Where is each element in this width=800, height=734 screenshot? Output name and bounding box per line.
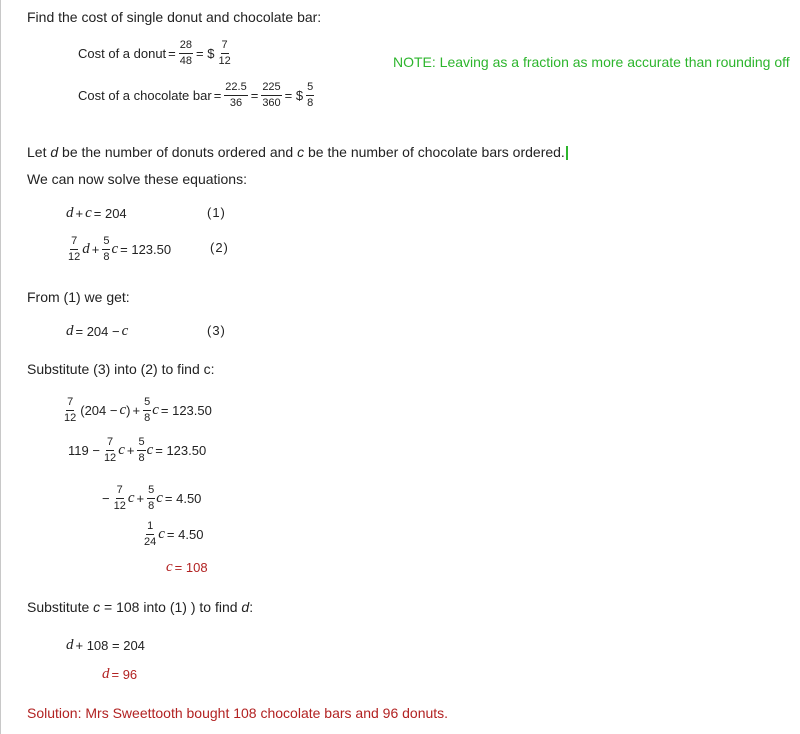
solve-intro-text: We can now solve these equations: bbox=[27, 171, 247, 187]
fraction: $\frac{22.5}{36}$ bbox=[225, 80, 247, 109]
left-border bbox=[0, 0, 1, 734]
fraction: $\frac{28}{48}$ bbox=[179, 38, 193, 67]
fraction: $\frac{225}{360}$ bbox=[262, 80, 281, 109]
fraction: $\frac{5}{8}$ bbox=[307, 80, 314, 109]
equation-1: d + c = 204 bbox=[66, 204, 127, 221]
donut-cost-equation bbox=[78, 36, 233, 70]
equals-sign: = bbox=[168, 45, 176, 61]
equation-2: $\frac{7}{12}$ d + $\frac{5}{8}$ c = 123.50 bbox=[68, 234, 172, 263]
equals-sign: = bbox=[250, 87, 259, 103]
solution-step-4: $\frac{1}{24}$ c = 4.50 bbox=[144, 519, 204, 548]
equation-tag-2: (2) bbox=[210, 240, 229, 255]
from-1-text: From (1) we get: bbox=[27, 289, 130, 305]
variable-definition: Let d be the number of donuts ordered and c be the number of chocolate bars ordered. bbox=[27, 143, 568, 161]
intro-text: Find the cost of single donut and chocolate bar: bbox=[27, 9, 322, 25]
dollar-sign: = $ bbox=[196, 45, 215, 61]
equals-sign: = bbox=[213, 87, 222, 103]
result-d: d = 96 bbox=[102, 665, 138, 682]
chocolate-cost-equation bbox=[78, 78, 315, 112]
note-text: NOTE: Leaving as a fraction as more accurate than rounding off bbox=[393, 54, 790, 70]
text-cursor bbox=[566, 146, 568, 160]
equation-3: d = 204 − c bbox=[66, 322, 129, 339]
donut-label: Cost of a donut bbox=[78, 45, 167, 61]
fraction: $\frac{7}{12}$ bbox=[218, 38, 231, 67]
chocolate-label: Cost of a chocolate bar bbox=[78, 87, 212, 103]
substitute-intro-text: Substitute (3) into (2) to find c: bbox=[27, 361, 215, 377]
substitute-c-text: Substitute c = 108 into (1) ) to find d: bbox=[27, 599, 254, 615]
solution-step-5: d + 108 = 204 bbox=[66, 636, 145, 653]
dollar-sign: = $ bbox=[284, 87, 304, 103]
equation-tag-1: (1) bbox=[207, 205, 226, 220]
solution-step-1: $\frac{7}{12}$ (204 − c ) + $\frac{5}{8}$ c = 123.50 bbox=[64, 395, 212, 424]
solution-step-3: − $\frac{7}{12}$ c + $\frac{5}{8}$ c = 4.50 bbox=[102, 483, 202, 512]
solution-step-2: 119 − $\frac{7}{12}$ c + $\frac{5}{8}$ c = 123.50 bbox=[68, 435, 207, 464]
equation-tag-3: (3) bbox=[207, 323, 226, 338]
result-c: c = 108 bbox=[166, 558, 208, 575]
solution-text: Solution: Mrs Sweettooth bought 108 chocolate bars and 96 donuts. bbox=[27, 705, 449, 721]
